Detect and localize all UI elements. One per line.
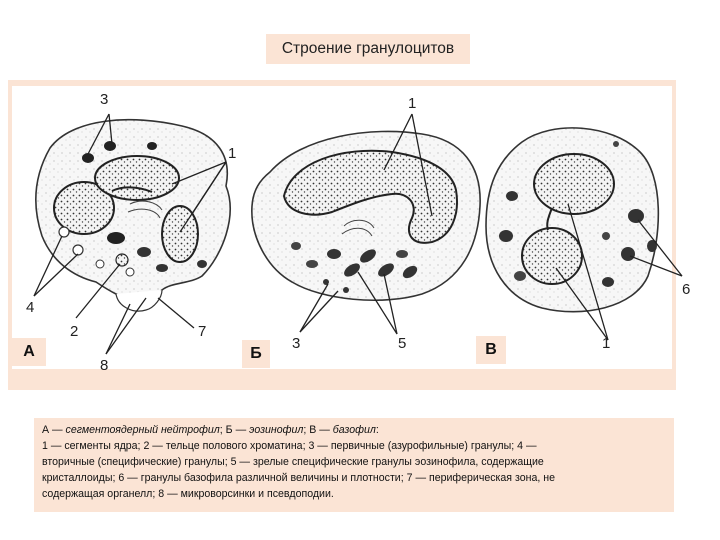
granulocytes-illustration xyxy=(12,86,691,374)
label-2: 2 xyxy=(70,323,79,340)
neutrophil-cell xyxy=(36,120,230,311)
figure-caption xyxy=(34,418,674,512)
caption-line-4: кристаллоиды; 6 — гранулы базофила различной величины и плотности; 7 — периферическая зона, не xyxy=(42,472,555,484)
label-6: 6 xyxy=(682,281,691,298)
label-1-a: 1 xyxy=(228,145,237,162)
caption-text: А — xyxy=(42,424,66,436)
label-8: 8 xyxy=(100,357,109,374)
label-1-c: 1 xyxy=(602,335,611,352)
caption-text: : xyxy=(375,424,379,436)
label-5: 5 xyxy=(398,335,407,352)
label-1-b: 1 xyxy=(408,95,417,112)
caption-term-eosinophil: эозинофил xyxy=(249,424,304,436)
caption-text: ; В — xyxy=(303,424,333,436)
label-3-a: 3 xyxy=(100,91,109,108)
label-3-b: 3 xyxy=(292,335,301,352)
caption-term-basophil: базофил xyxy=(332,424,376,436)
caption-line-2: 1 — сегменты ядра; 2 — тельце полового хроматина; 3 — первичные (азурофильные) гранулы; 4 — xyxy=(42,440,537,452)
panel-label-v: В xyxy=(476,336,506,364)
label-4: 4 xyxy=(26,299,35,316)
caption-text: ; Б — xyxy=(219,424,250,436)
label-7: 7 xyxy=(198,323,207,340)
panel-label-b: Б xyxy=(242,340,270,368)
caption-line-3: вторичные (специфические) гранулы; 5 — зрелые специфические гранулы эозинофила, содержащие xyxy=(42,456,544,468)
caption-line-1 xyxy=(42,422,666,438)
eosinophil-cell xyxy=(252,131,480,300)
panel-label-a: А xyxy=(12,338,46,366)
page-title: Строение гранулоцитов xyxy=(266,34,470,64)
caption-term-neutrophil: сегментоядерный нейтрофил xyxy=(65,424,220,436)
caption-line-5: содержащая органелл; 8 — микроворсинки и псевдоподии. xyxy=(42,488,334,500)
